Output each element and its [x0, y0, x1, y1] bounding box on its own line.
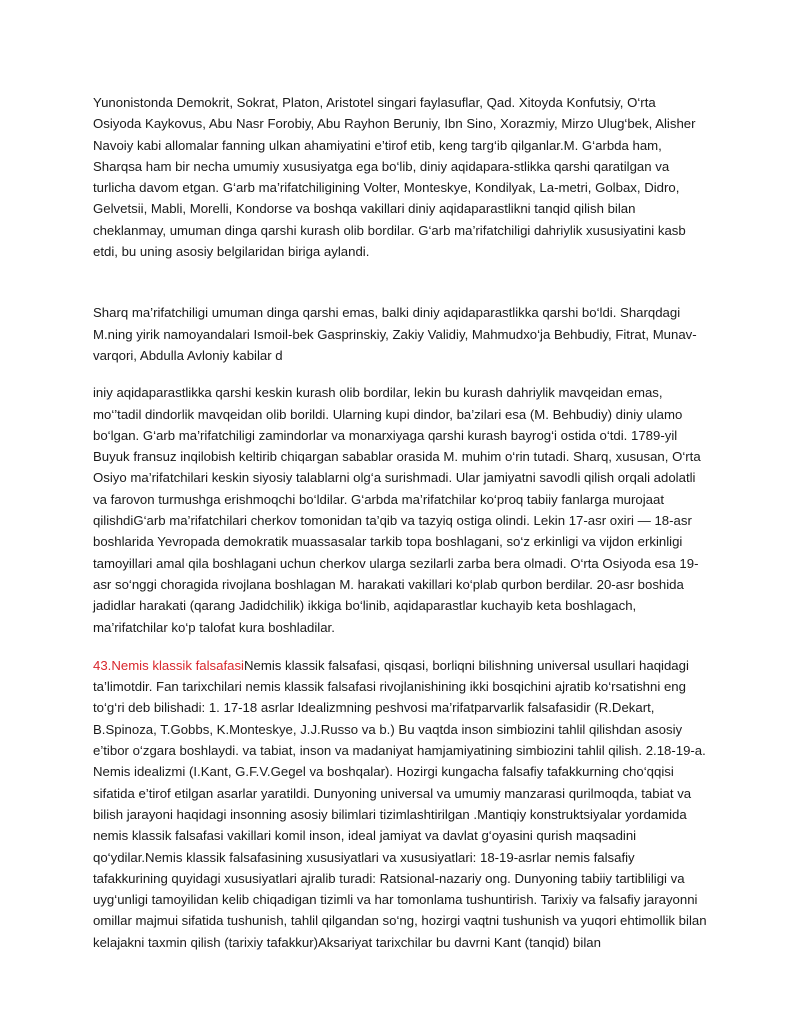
paragraph-enlightenment-east: Sharq ma’rifatchiligi umuman dinga qarshi emas, balki diniy aqidaparastlikka qarshi bo‘ldi. Sharqdagi M.ning yirik namoyandalari Ismoil-bek Gasprinskiy, Zakiy Validiy, Mahmudxo‘ja Behbudiy, Fitrat, Munav-varqori, Abdulla Avloniy kabilar d: [93, 305, 697, 363]
section-43-paragraph: [93, 655, 707, 953]
section-43-body: Nemis klassik falsafasi, qisqasi, borliqni bilishning universal usullari haqidagi ta’limotdir. Fan tarixchilari nemis klassik falsafasi rivojlanishining ikki bosqichini ajratib ko‘rsatishni eng to‘g‘ri deb bilishadi: 1. 17-18 asrlar Idealizmning peshvosi ma’rifatparvarlik falsafasidir (R.Dekart, B.Spinoza, T.Gobbs, K.Monteskye, J.J.Russo va b.) Bu vaqtda inson simbiozini tahlil qilishdan asosiy e’tibor o‘zgara boshlaydi. va tabiat, inson va madaniyat hamjamiyatining simbiozini tahlil qilish. 2.18-19-a. Nemis idealizmi (I.Kant, G.F.V.Gegel va boshqalar). Hozirgi kungacha falsafiy tafakkurning cho‘qqisi sifatida e’tirof etilgan asarlar yaratildi. Dunyoning universal va umumiy manzarasi qurilmoqda, tabiat va bilish jarayoni haqidagi insonning asosiy bilimlari tizimlashtirilgan .Mantiqiy konstruktsiyalar yordamida nemis klassik falsafasi vakillari komil inson, ideal jamiyat va davlat g‘oyasini qurish maqsadini qo‘ydilar.Nemis klassik falsafasining xususiyatlari va xususiyatlari: 18-19-asrlar nemis falsafiy tafakkurining quyidagi xususiyatlari ajralib turadi: Ratsional-nazariy ong. Dunyoning tabiiy tartibliligi va uyg‘unligi tamoyilidan kelib chiqadigan tizimli va har tomonlama tushuntirish. Tarixiy va falsafiy jarayonni omillar majmui sifatida tushunish, tahlil qilgandan so‘ng, hozirgi vaqtni tushunish va yuqori ehtimollik bilan kelajakni taxmin qilish (tarixiy tafakkur)Aksariyat tarixchilar bu davrni Kant (tanqid) bilan: [93, 657, 707, 950]
paragraph-enlightenment-west: Yunonistonda Demokrit, Sokrat, Platon, Aristotel singari faylasuflar, Qad. Xitoyda Konfutsiy, O‘rta Osiyoda Kaykovus, Abu Nasr Forobiy, Abu Rayhon Beruniy, Ibn Sino, Xorazmiy, Mirzo Ulug‘bek, Alisher Navoiy kabi allomalar fanning ulkan ahamiyatini e’tirof etib, keng targ‘ib qilganlar.M. G‘arbda ham, Sharqsa ham bir necha umumiy xususiyatga ega bo‘lib, diniy aqidapara-stlikka qarshi qaratilgan va turlicha davom etgan. G‘arb ma’rifatchiligining Volter, Monteskye, Kondilyak, La-metri, Golbax, Didro, Gelvetsii, Mabli, Morelli, Kondorse va boshqa vakillari diniy aqidaparastlikni tanqid qilish bilan cheklanmay, umuman dinga qarshi kurash olib bordilar. G‘arb ma’rifatchiligi dahriylik xususiyatini kasb etdi, bu uning asosiy belgilaridan biriga aylandi.: [93, 95, 696, 260]
paragraph-enlightenment-comparison: iniy aqidaparastlikka qarshi keskin kurash olib bordilar, lekin bu kurash dahriylik mavqeidan emas, mo‘’tadil dindorlik mavqeidan olib borildi. Ularning kupi dindor, ba’zilari esa (M. Behbudiy) diniy ulamo bo‘lgan. G‘arb ma’rifatchiligi zamindorlar va monarxiyaga qarshi kurash bayrog‘i ostida o‘tdi. 1789-yil Buyuk fransuz inqilobish keltirib chiqargan sabablar orasida M. muhim o‘rin tutadi. Sharq, xususan, O‘rta Osiyo ma’rifatchilari keskin siyosiy talablarni olg‘a surishmadi. Ular jamiyatni savodli qilish orqali adolatli va farovon turmushga erishmoqchi bo‘ldilar. G‘arbda ma’rifatchilar ko‘proq tabiiy fanlarga murojaat qilishdiG‘arb ma’rifatchilari cherkov tomonidan ta’qib va tazyiq ostiga olindi. Lekin 17-asr oxiri — 18-asr boshlarida Yevropada demokratik muassasalar tarkib topa boshlagani, so‘z erkinligi va vijdon erkinligi tamoyillari amal qila boshlagani uchun cherkov ularga sezilarli zarba bera olmadi. O‘rta Osiyoda esa 19-asr so‘nggi choragida rivojlana boshlagan M. harakati vakillari ko‘plab qurbon berdilar. 20-asr boshida jadidlar harakati (qarang Jadidchilik) ikkiga bo‘linib, aqidaparastlar kuchayib keta boshlagach, ma’rifatchilar ko‘p talofat kura boshladilar.: [93, 385, 701, 635]
section-43-heading: 43.Nemis klassik falsafasi: [93, 657, 244, 673]
document-page: [93, 92, 707, 953]
